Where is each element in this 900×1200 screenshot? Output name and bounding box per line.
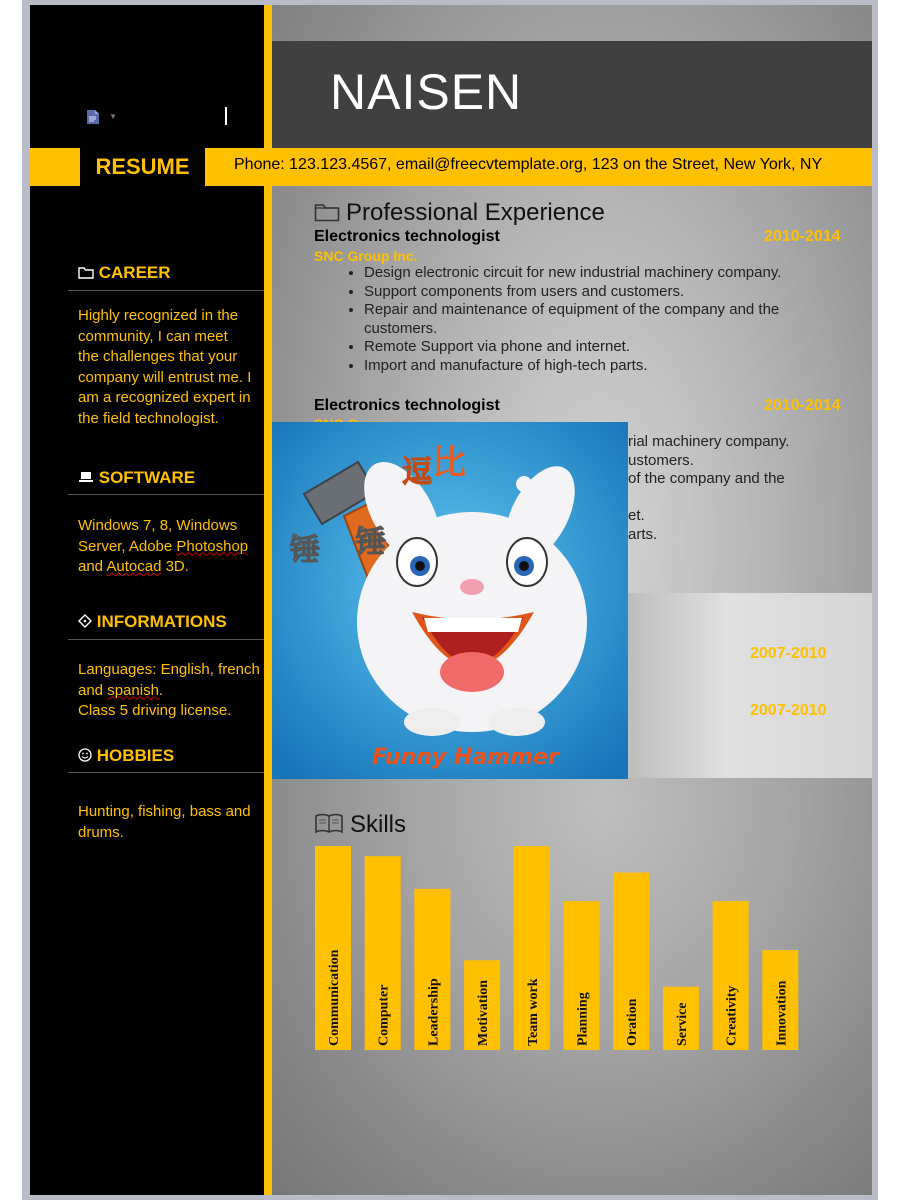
person-name: NAISEN: [330, 64, 523, 120]
hobbies-rule: [68, 772, 264, 773]
career-line: the field technologist.: [78, 409, 219, 427]
informations-heading-label: INFORMATIONS: [96, 612, 227, 631]
spellcheck-flag[interactable]: spanish: [107, 681, 159, 699]
software-rule: [68, 494, 264, 495]
funny-hammer-image[interactable]: [272, 422, 628, 779]
folder-icon: [78, 263, 94, 282]
duty-fragments: [628, 433, 789, 545]
text-run: and: [78, 558, 107, 575]
caption-cn-1: 逗: [402, 455, 432, 490]
folder-icon: [314, 201, 340, 229]
diamond-icon: [78, 612, 92, 631]
informations-rule: [68, 639, 264, 640]
caption-en: Funny Hammer: [372, 745, 559, 770]
career-line: the challenges that your: [78, 348, 238, 365]
software-heading-label: SOFTWARE: [98, 468, 196, 487]
skills-bar-chart: [272, 835, 872, 1050]
skill-label: Innovation: [774, 980, 790, 1046]
skill-label: Team work: [525, 978, 541, 1046]
duty-fragment: ustomers.: [628, 451, 694, 469]
career-text: [78, 306, 268, 429]
spellcheck-flag[interactable]: Autocad: [106, 558, 162, 575]
hobbies-heading: [78, 746, 174, 766]
light-band: [628, 593, 872, 778]
software-heading: [78, 468, 195, 488]
duty-item: • Repair and maintenance of equipment of the company and the customers.: [364, 301, 834, 338]
caption-cn-2: 比: [432, 443, 466, 483]
software-line: [78, 537, 268, 558]
skill-label: Service: [674, 1002, 690, 1046]
career-rule: [68, 290, 264, 291]
document-icon[interactable]: [86, 109, 100, 128]
duty-fragment: arts.: [628, 525, 658, 543]
duty-item: • Import and manufacture of high-tech parts.: [364, 357, 834, 376]
software-line: [78, 557, 268, 578]
duty-item: • Remote Support via phone and internet.: [364, 338, 834, 357]
experience-heading-label: Professional Experience: [346, 199, 605, 226]
skill-label: Oration: [625, 998, 641, 1046]
job-dates: 2007-2010: [750, 702, 827, 719]
career-line: Highly recognized in the: [78, 307, 239, 324]
experience-heading: [314, 199, 605, 229]
skill-label: Leadership: [426, 978, 442, 1046]
informations-line: [78, 681, 278, 702]
company-name: SNC Group Inc.: [314, 248, 418, 264]
resume-page: [30, 5, 872, 1195]
cartoon-illustration: [272, 422, 628, 779]
skill-label: Motivation: [476, 979, 492, 1046]
duty-item: • Design electronic circuit for new industrial machinery company.: [364, 264, 834, 283]
hobbies-text: [78, 802, 268, 843]
caption-cn-3: 锤: [290, 533, 320, 568]
duty-fragment: of the company and the: [628, 470, 785, 488]
contact-info: Phone: 123.123.4567, email@freecvtemplate.org, 123 on the Street, New York, NY: [234, 156, 823, 173]
job-dates: 2010-2014: [764, 228, 841, 245]
career-heading: [78, 263, 171, 283]
spacer: [628, 489, 789, 508]
duty-list: [364, 264, 834, 376]
skill-label: Creativity: [724, 985, 740, 1046]
career-line: community, I can meet: [78, 327, 228, 345]
text-run: .: [158, 681, 164, 699]
informations-line: Languages: English, french: [78, 661, 260, 678]
informations-text: [78, 660, 278, 722]
job-title: Electronics technologist: [314, 228, 500, 245]
hobbies-heading-label: HOBBIES: [96, 746, 175, 765]
dropdown-caret-icon[interactable]: ▼: [109, 112, 117, 121]
caption-cn-4: 锤: [356, 525, 386, 560]
duty-fragment: rial machinery company.: [628, 433, 790, 450]
skills-heading-label: Skills: [350, 811, 407, 838]
career-heading-label: CAREER: [98, 263, 171, 282]
smiley-icon: [78, 746, 92, 765]
duty-fragment: et.: [628, 507, 645, 525]
text-run: and: [78, 681, 108, 699]
informations-heading: [78, 612, 227, 632]
informations-line: Class 5 driving license.: [78, 702, 232, 719]
text-run: Server, Adobe: [78, 537, 177, 555]
skill-label: Computer: [376, 984, 392, 1046]
job-dates: 2010-2014: [764, 397, 841, 414]
job-title: Electronics technologist: [314, 397, 500, 414]
software-line: Windows 7, 8, Windows: [78, 517, 238, 534]
spellcheck-flag[interactable]: Photoshop: [176, 537, 249, 555]
hobbies-line: Hunting, fishing, bass and: [78, 803, 251, 820]
software-text: [78, 516, 268, 578]
duty-item: • Support components from users and customers.: [364, 283, 834, 302]
skill-label: Communication: [327, 949, 342, 1046]
career-line: am a recognized expert in: [78, 389, 251, 406]
job-dates: 2007-2010: [750, 645, 827, 662]
resume-label: RESUME: [95, 154, 190, 179]
text-run: 3D.: [161, 558, 189, 575]
skill-label: Planning: [575, 992, 591, 1046]
career-line: company will entrust me. I: [78, 368, 252, 386]
hobbies-line: drums.: [78, 823, 124, 841]
text-cursor: [225, 107, 227, 125]
laptop-icon: [78, 468, 94, 487]
